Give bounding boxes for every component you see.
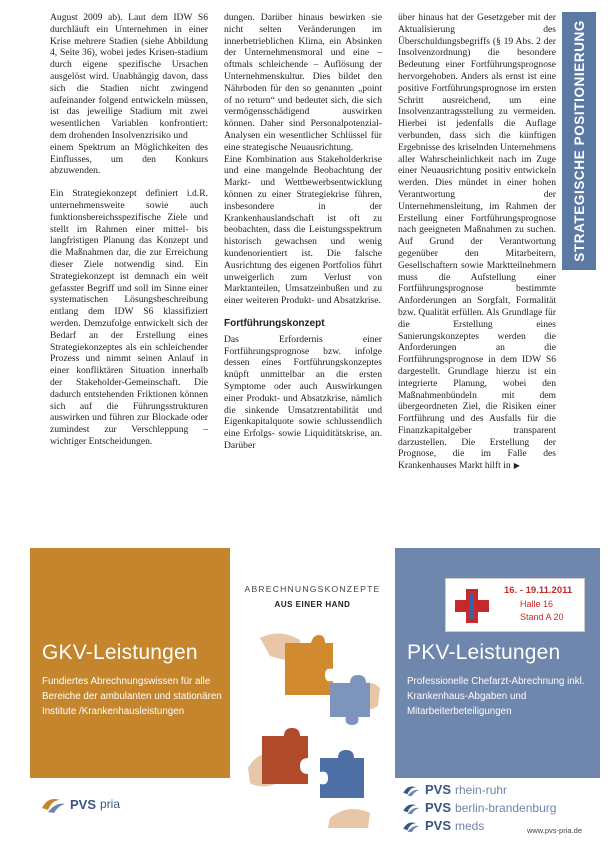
ad-center-panel: [230, 548, 395, 835]
continue-arrow-icon: ▶: [513, 461, 520, 471]
pvs-swoosh-icon: [40, 794, 66, 814]
pvs-pria-word: PVS: [70, 796, 97, 812]
ad-pkv-text: Professionelle Chefarzt-Abrechnung inkl. Krankenhaus-Abgaben und Mitarbeiterbeteiligungen: [407, 676, 585, 717]
advertisement: [30, 548, 600, 835]
column1-paragraph-1: August 2009 ab). Laut dem IDW S6 durchläuft ein Unternehmen in einer Krise mehrere Stadien (siehe Abbildung 4, Seite 36), wobei jedes Krisen-stadium durch eigene spezifische Ursachen ausgelöst wird. Unabhängig davon, dass sich die Stadien nicht zwingend aufeinander folgend entwickeln müssen, ist das jeweilige Stadium mit zwei wesentlichen Variablen konfrontiert: dem drohenden Insolvenzrisiko und: [50, 12, 208, 141]
column1-paragraph-2: Ein Strategiekonzept definiert i.d.R. unternehmensweite sowie auch funktionsbereichsspezifische Ziele und stellt im Rahmen einer mittel- bis langfristigen Planung das Konzept und die Maßnahmen dar, die zur Erreichung dieser Ziele notwendig sind. Ein Strategiekonzept ist demnach ein weit gefasster Begriff und soll im Sinne einer systematischen Lösungsbeschreibung entlang dem IDW S6 klassifiziert werden. Demzufolge entwickelt sich der Bedarf an der Erstellung eines Strategiekonzeptes als ein schleichender Prozess und nimmt seinen Anlauf in einer konfliktären Situation innerhalb der Stakeholder-Gemeinschaft. Die dadurch entstehenden Friktionen können sich auf die Führungsstrukturen auswirken und führen zur Blockade oder zumindest zur Verschleppung – wichtiger Entscheidungen.: [50, 188, 208, 447]
pvs-pria-logo: [40, 794, 120, 814]
pvs-region: meds: [455, 818, 485, 833]
pvs-meds-logo: [401, 818, 484, 833]
column1-paragraph-1b: einem Spektrum an Möglichkeiten des Einflusses, um den Konkurs abzuwenden.: [50, 141, 208, 177]
column2-paragraph-2: Eine Kombination aus Stakeholderkrise und eine mangelnde Beobachtung der Markt- und Wettbewerbsentwicklung können zu einer Strategiekrise führen, insbesondere in der Krankenhauslandschaft ist oft zu beobachten, dass die Leistungsspektrum historisch gewachsen und wenig kundenorientiert ist. Die falsche Ausrichtung des eigenen Portfolios führt unweigerlich zum Verlust von Marktanteilen, Umsatzeinbußen und zu einer weiteren Produkt- und Absatzkrise.: [224, 153, 382, 307]
pvs-berlin-brandenburg-logo: [401, 800, 556, 815]
column2-paragraph-1: dungen. Darüber hinaus bewirken sie nicht selten Veränderungen im innerbetrieblichen Klima, ein Absinken der Unternehmensmoral und eine – oftmals schleichende – Auflösung der Unternehmenskultur. Dies bildet den Nährboden für den so genannten „point of no return“ und bedeutet sich, die sich vermögensschädigend auswirken können. Daher sind Personalpotenzial-Analysen ein wesentlicher Schlüssel für eine strategische Neuausrichtung.: [224, 12, 382, 153]
event-date: 16. - 19.11.2011: [504, 585, 573, 596]
ad-left-logo-area: [30, 778, 230, 835]
ad-pkv-heading: PKV-Leistungen: [407, 641, 561, 664]
pvs-swoosh-icon: [401, 801, 421, 815]
ad-center-subtitle: AUS EINER HAND: [274, 600, 351, 609]
column3-paragraph-text: über hinaus hat der Gesetzgeber mit der Aktualisierung des Überschuldungsbegriffs (§ 19 Abs. 2 der Insolvenzordnung) die besondere Bedeutung einer Fortführungsprognose hervorgehoben. Anders als ernst ist eine positive Fortführungsprognose im ersten Schritt ausreichend, um eine Insolvenzantragsstellung zu vermeiden. Hierbei ist jedenfalls die Auflage verbunden, dass sich die künftigen Ergebnisse des kriselnden Unternehmens aller Wahrscheinlichkeit nach im Zuge einer Neuausrichtung positiv entwickeln werden. Dies mündet in einer hohen Verantwortung der Unternehmensleitung, im Rahmen der Erstellung einer Fortführungsprognose nach geeigneten Maßnahmen zu suchen. Auf Grund der Verantwortung gegenüber den Mitarbeitern, Gesellschaftern sowie Marktteilnehmern muss die Aufstellung einer Fortführungsprognose bestimmte Anforderungen an Sorgfalt, Formalität bzw. Qualität erfüllen. Als Grundlage für die Erstellung eines Sanierungskonzeptes werden die Anforderungen an die Fortführungsprognose in dem IDW S6 dargestellt. Grundlage hierzu ist ein integrierte Planung, wobei den Maßnahmenbündeln mit dem übergeordneten Ziel, die Risiken einer Fortführung und des Ausfalls für die Finanzkapitalgeber transparent darzustellen. Die Erstellung der Prognose, die im Falle des Krankenhauses Markt hilft in: [398, 12, 556, 472]
pvs-pria-region: pria: [100, 797, 121, 811]
ad-gkv-text: Fundiertes Abrechnungswissen für alle Bereiche der ambulanten und stationären Institute /Krankenhausleistungen: [42, 676, 222, 717]
article-column-2: [224, 12, 382, 463]
pvs-region: berlin-brandenburg: [455, 800, 557, 815]
ad-pkv-panel: [395, 548, 600, 778]
event-stand: Stand A 20: [520, 612, 564, 622]
side-tab-label: STRATEGISCHE POSITIONIERUNG: [571, 20, 587, 262]
pvs-region: rhein-ruhr: [455, 782, 508, 797]
ad-center-title: ABRECHNUNGSKONZEPTE: [244, 584, 381, 594]
event-badge: [445, 578, 585, 632]
article-column-3: [398, 12, 556, 483]
section-side-tab: [562, 12, 596, 270]
medica-cross-icon: [452, 587, 492, 625]
pvs-word: PVS: [425, 782, 452, 797]
pvs-word: PVS: [425, 818, 452, 833]
article-columns: [50, 12, 560, 532]
section-heading-fortfuehrungskonzept: Fortführungskonzept: [224, 317, 325, 329]
puzzle-hands-image: [230, 618, 395, 828]
column3-paragraph-1: [398, 12, 556, 472]
pvs-rhein-ruhr-logo: [401, 782, 507, 797]
ad-gkv-panel: [30, 548, 230, 778]
article-column-1: [50, 12, 208, 459]
event-hall: Halle 16: [520, 599, 554, 609]
ad-gkv-heading: GKV-Leistungen: [42, 641, 198, 664]
column2-paragraph-3: Das Erfordernis einer Fortführungsprognose bzw. infolge dessen eines Fortführungskonzeptes knüpft unmittelbar an die ersten Symptome oder auch Auswirkungen einer Produkt- und Absatzkrise, nämlich die sinkende Umsatzrentabilität und Eigenkapitalquote sowie schlussendlich eine Erfolgs- sowie Liquiditätskrise, an. Darüber: [224, 333, 382, 451]
ad-website-link[interactable]: www.pvs-pria.de: [526, 826, 582, 835]
pvs-swoosh-icon: [401, 819, 421, 833]
pvs-word: PVS: [425, 800, 452, 815]
pvs-swoosh-icon: [401, 783, 421, 797]
